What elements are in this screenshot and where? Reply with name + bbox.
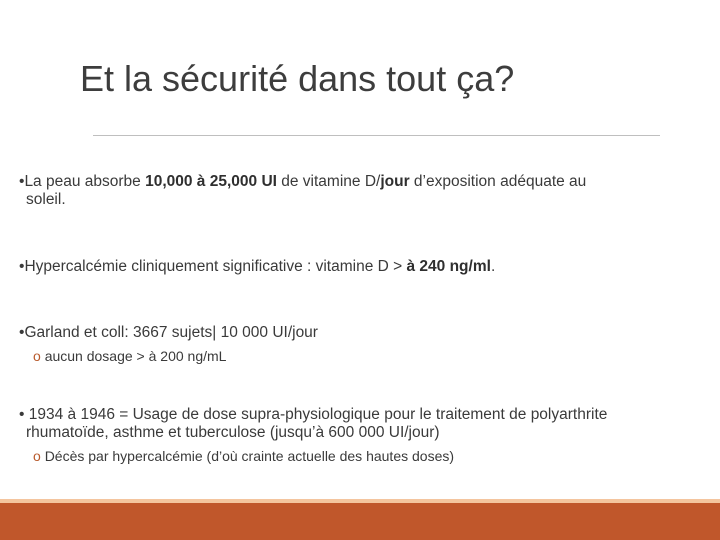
- bullet-text: .: [490, 258, 496, 275]
- sub-bullet-marker: o: [33, 448, 41, 464]
- bullet-continuation: rhumatoïde, asthme et tuberculose (jusqu’à 600 000 UI/jour): [26, 424, 440, 441]
- bullet-continuation: soleil.: [26, 191, 66, 208]
- bullet-marker: •: [19, 173, 25, 190]
- bullet-text: Garland et coll: 3667 sujets| 10 000 UI/jour: [24, 324, 318, 341]
- sub-bullet-no-dosage: [33, 348, 633, 365]
- bullet-text: de vitamine D/: [276, 173, 381, 190]
- bullet-text: d’exposition adéquate au: [409, 173, 587, 190]
- sub-bullet-deaths: [33, 448, 633, 465]
- bullet-text: La peau absorbe: [24, 173, 146, 190]
- bullet-history-1934: [19, 406, 709, 442]
- bullet-marker: •: [19, 406, 25, 423]
- bullet-skin-absorption: [19, 173, 709, 209]
- bullet-text: Hypercalcémie cliniquement significative : vitamine D >: [24, 258, 407, 275]
- bullet-text: 1934 à 1946 = Usage de dose supra-physiologique pour le traitement de polyarthrite: [28, 406, 608, 423]
- footer-bar: [0, 503, 720, 540]
- title-divider: [93, 135, 660, 136]
- slide-title: Et la sécurité dans tout ça?: [80, 58, 515, 99]
- bullet-hypercalcemia: [19, 258, 709, 276]
- bullet-garland-study: [19, 324, 709, 342]
- bullet-marker: •: [19, 258, 25, 275]
- sub-bullet-text: Décès par hypercalcémie (d’où crainte actuelle des hautes doses): [44, 448, 455, 464]
- bullet-bold-threshold: à 240 ng/ml: [406, 258, 491, 275]
- bullet-marker: •: [19, 324, 25, 341]
- bullet-bold-dose: 10,000 à 25,000 UI: [145, 173, 277, 190]
- bullet-bold-day: jour: [380, 173, 410, 190]
- sub-bullet-text: aucun dosage > à 200 ng/mL: [44, 348, 227, 364]
- sub-bullet-marker: o: [33, 348, 41, 364]
